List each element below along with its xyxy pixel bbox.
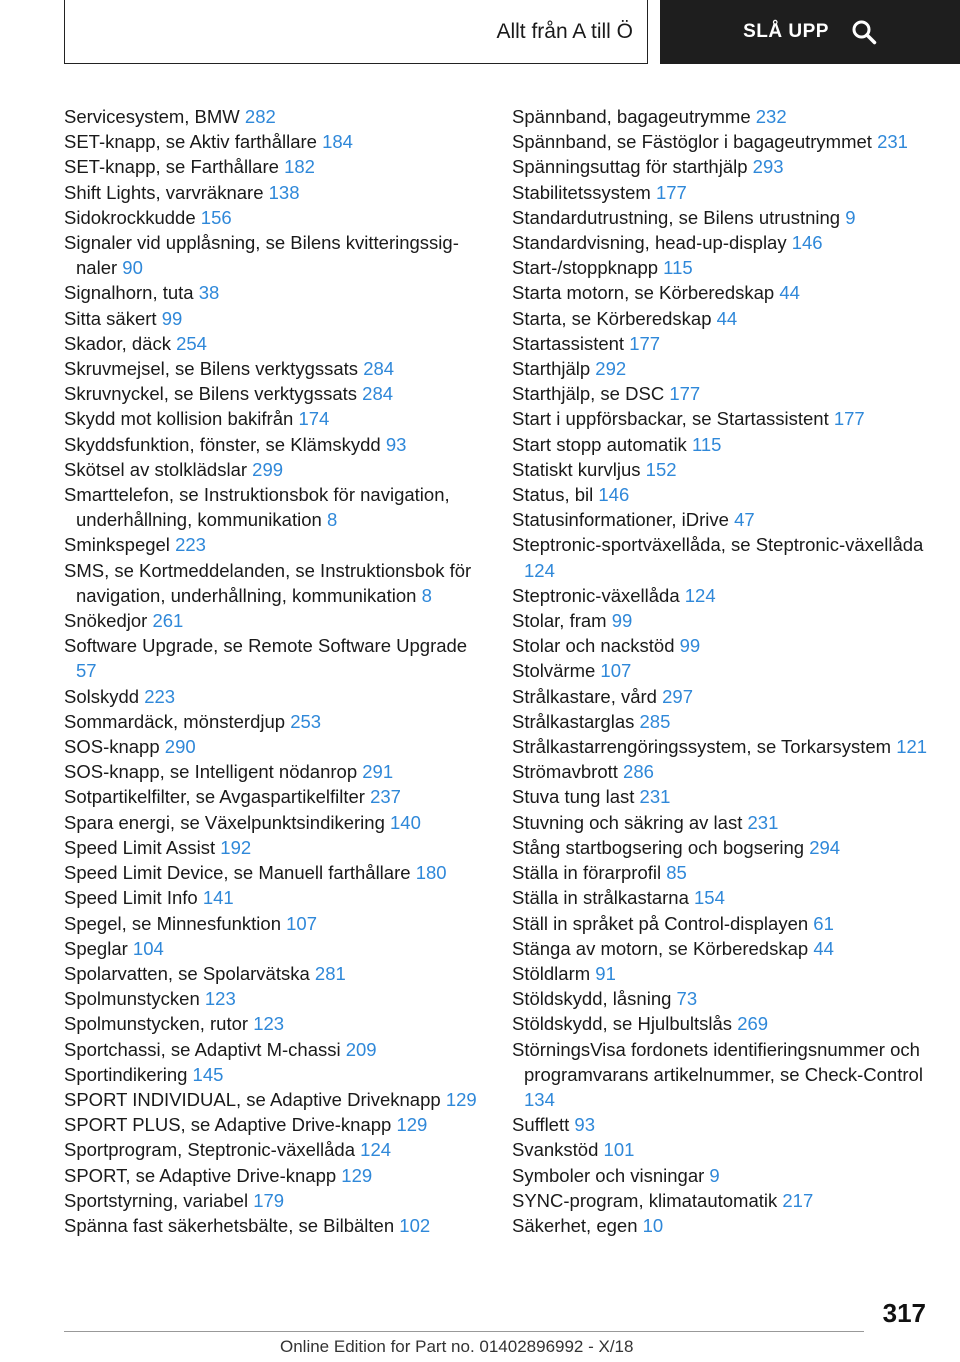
search-icon [851, 19, 877, 45]
index-entry-text: Smarttelefon, se Instruktionsbok för navigation, underhållning, kommunikation [64, 484, 450, 531]
page-reference-link[interactable]: 10 [642, 1214, 664, 1236]
page-reference-link[interactable]: 177 [629, 332, 661, 354]
index-entry [512, 860, 952, 885]
page-reference-link[interactable]: 269 [737, 1013, 769, 1035]
page-reference-link[interactable]: 141 [202, 887, 234, 909]
index-entry-text: Spänna fast säkerhetsbälte, se Bilbälten [64, 1214, 395, 1236]
page-reference-link[interactable]: 297 [662, 685, 693, 707]
index-entry [512, 936, 952, 961]
page-reference-link[interactable]: 284 [363, 358, 395, 380]
index-entry-text: SET-knapp, se Farthållare [64, 156, 279, 178]
page-reference-link[interactable]: 91 [595, 962, 616, 984]
page-reference-link[interactable]: 231 [877, 131, 908, 153]
index-entry-text: Sotpartikelfilter, se Avgaspartikelfilter [64, 786, 365, 808]
index-entry [64, 280, 484, 305]
index-entry [512, 885, 952, 910]
index-entry-text: Skruvmejsel, se Bilens verktygssats [64, 358, 359, 380]
index-entry-text: SOS-knapp [64, 736, 160, 758]
index-entry [64, 1188, 484, 1213]
page-reference-link[interactable]: 129 [445, 1088, 477, 1110]
index-entry-text: SMS, se Kortmeddelanden, se Instruktionsbok för navigation, underhållning, kommunikation [64, 559, 472, 606]
page-number: 317 [882, 1298, 926, 1328]
index-entry [64, 205, 484, 230]
index-entry-text: Standardvisning, head-up-display [512, 232, 787, 254]
index-entry [512, 482, 952, 507]
index-entry [512, 230, 952, 255]
index-entry [512, 406, 952, 431]
index-entry-text: Starta, se Körberedskap [512, 307, 712, 329]
index-entry [64, 709, 484, 734]
page-reference-link[interactable]: 90 [122, 257, 143, 279]
page-reference-link[interactable]: 73 [676, 988, 698, 1010]
page-reference-link[interactable]: 145 [192, 1063, 224, 1085]
index-entry [512, 331, 952, 356]
page-reference-link[interactable]: 177 [833, 408, 865, 430]
page-reference-link[interactable]: 134 [524, 1088, 555, 1110]
index-entry-text: Solskydd [64, 685, 140, 707]
index-entry-text: Statusinformationer, iDrive [512, 509, 729, 531]
index-entry-text: Ställa in strålkastarna [512, 887, 689, 909]
index-entry [64, 1213, 484, 1238]
page-reference-link[interactable]: 57 [76, 660, 97, 682]
index-entry [512, 104, 952, 129]
index-entry-text: Shift Lights, varvräknare [64, 181, 264, 203]
index-entry-text: Sportstyrning, variabel [64, 1189, 249, 1211]
page-reference-link[interactable]: 231 [747, 811, 779, 833]
index-entry-text: Stång startbogsering och bogsering [512, 836, 805, 858]
search-button[interactable] [660, 0, 960, 64]
index-entry [512, 306, 952, 331]
index-entry [512, 1163, 952, 1188]
page-section-title: Allt från A till Ö [496, 19, 633, 43]
index-entry [512, 356, 952, 381]
index-entry [512, 835, 952, 860]
page-reference-link[interactable]: 93 [385, 433, 407, 455]
index-entry [512, 633, 952, 658]
index-entry [512, 457, 952, 482]
index-entry [512, 381, 952, 406]
page-reference-link[interactable]: 299 [252, 458, 284, 480]
index-entry-text: Skruvnyckel, se Bilens verktygssats [64, 383, 358, 405]
index-entry-text: SPORT, se Adaptive Drive-knapp [64, 1164, 337, 1186]
index-entry-text: Stöldskydd, se Hjulbultslås [512, 1013, 733, 1035]
index-entry-text: Stabilitetssystem [512, 181, 651, 203]
index-entry [512, 658, 952, 683]
index-entry-text: Stänga av motorn, se Körberedskap [512, 937, 809, 959]
index-entry [64, 759, 484, 784]
index-entry [64, 154, 484, 179]
page-reference-link[interactable]: 107 [600, 660, 632, 682]
page-reference-link[interactable]: 8 [326, 509, 338, 531]
index-entry-text: Statiskt kurvljus [512, 458, 641, 480]
page-reference-link[interactable]: 182 [284, 156, 315, 178]
page-reference-link[interactable]: 44 [716, 307, 738, 329]
index-entry-text: Standardutrustning, se Bilens utrustning [512, 206, 841, 228]
page-reference-link[interactable]: 253 [290, 710, 322, 732]
index-entry [512, 608, 952, 633]
page-reference-link[interactable]: 294 [809, 836, 841, 858]
index-entry-text: Skötsel av stolklädslar [64, 458, 248, 480]
page-reference-link[interactable]: 115 [691, 433, 722, 455]
index-entry [64, 129, 484, 154]
search-label: SLÅ UPP [743, 21, 829, 42]
index-entry [64, 734, 484, 759]
footer-edition-text: Online Edition for Part no. 01402896992 - X/18 [280, 1337, 634, 1356]
index-entry-text: Servicesystem, BMW [64, 106, 240, 127]
index-entry [64, 381, 484, 406]
index-entry [64, 230, 484, 280]
index-entry [64, 457, 484, 482]
index-entry-text: Steptronic-växellåda [512, 584, 680, 606]
page-reference-link[interactable]: 8 [421, 584, 432, 606]
page-reference-link[interactable]: 93 [574, 1114, 595, 1136]
index-entry [512, 1112, 952, 1137]
index-entry [512, 507, 952, 532]
index-entry [512, 1137, 952, 1162]
index-entry-text: Strålkastarrengöringssystem, se Torkarsystem [512, 736, 892, 758]
page-reference-link[interactable]: 293 [752, 156, 784, 178]
index-entry-text: Spänningsuttag för starthjälp [512, 156, 748, 178]
index-entry-text: Stolar och nackstöd [512, 635, 675, 657]
index-entry [64, 1011, 484, 1036]
index-entry-text: Start-/stoppknapp [512, 257, 659, 279]
page-reference-link[interactable]: 146 [791, 232, 823, 254]
page-reference-link[interactable]: 174 [298, 408, 330, 430]
index-entry-text: Spolmunstycken [64, 988, 200, 1010]
page-reference-link[interactable]: 184 [322, 131, 353, 153]
index-entry-text: Startassistent [512, 332, 625, 354]
page-reference-link[interactable]: 291 [362, 761, 394, 783]
index-entry-text: Ställ in språket på Control-displayen [512, 912, 809, 934]
page-reference-link[interactable]: 180 [415, 862, 447, 884]
page-reference-link[interactable]: 223 [144, 685, 176, 707]
index-entry-text: Speed Limit Device, se Manuell farthållare [64, 862, 411, 884]
index-entry-text: Skyddsfunktion, fönster, se Klämskydd [64, 433, 381, 455]
page-reference-link[interactable]: 223 [175, 534, 206, 556]
index-entry [64, 1137, 484, 1162]
index-entry [64, 356, 484, 381]
index-entry [64, 835, 484, 860]
index-entry-text: Signaler vid upplåsning, se Bilens kvitteringssignaler [64, 232, 459, 279]
index-entry-text: Start i uppförsbackar, se Startassistent [512, 408, 829, 430]
index-entry [512, 205, 952, 230]
index-entry-text: Spännband, se Fästöglor i bagageutrymmet [512, 131, 872, 153]
page-reference-link[interactable]: 129 [396, 1114, 428, 1136]
page-reference-link[interactable]: 44 [813, 937, 834, 959]
index-entry-text: Ställa in förarprofil [512, 862, 662, 884]
page-reference-link[interactable]: 61 [813, 912, 834, 934]
page-reference-link[interactable]: 284 [362, 383, 394, 405]
page-reference-link[interactable]: 154 [694, 887, 725, 909]
index-entry-text: Stuva tung last [512, 786, 635, 808]
index-entry [512, 810, 952, 835]
index-entry [64, 961, 484, 986]
index-entry-text: Spara energi, se Växelpunktsindikering [64, 811, 385, 833]
page-reference-link[interactable]: 121 [896, 736, 928, 758]
page-reference-link[interactable]: 146 [598, 484, 630, 506]
index-entry [64, 1163, 484, 1188]
index-entry [512, 280, 952, 305]
page-reference-link[interactable]: 101 [603, 1139, 635, 1161]
index-entry [64, 306, 484, 331]
index-entry [512, 709, 952, 734]
page-reference-link[interactable]: 9 [845, 206, 856, 228]
page-reference-link[interactable]: 47 [734, 509, 755, 531]
index-entry [64, 684, 484, 709]
page-reference-link[interactable]: 124 [524, 559, 555, 581]
page-reference-link[interactable]: 123 [253, 1013, 285, 1035]
index-entry [64, 810, 484, 835]
index-entry [512, 1011, 952, 1036]
index-entry-text: Spolmunstycken, rutor [64, 1013, 249, 1035]
index-entry-text: Spegel, se Minnesfunktion [64, 912, 281, 934]
index-entry [512, 986, 952, 1011]
page-reference-link[interactable]: 152 [645, 458, 677, 480]
index-entry [64, 885, 484, 910]
index-entry-text: Sportprogram, Steptronic-växellåda [64, 1139, 356, 1161]
page-reference-link[interactable]: 192 [220, 836, 252, 858]
index-entry [64, 1062, 484, 1087]
index-entry [64, 1112, 484, 1137]
index-entry [64, 331, 484, 356]
index-entry-text: Symboler och visningar [512, 1164, 705, 1186]
page-reference-link[interactable]: 177 [655, 181, 687, 203]
index-entry [512, 255, 952, 280]
page-reference-link[interactable]: 179 [253, 1189, 285, 1211]
index-entry-text: Stuvning och säkring av last [512, 811, 743, 833]
page-reference-link[interactable]: 99 [161, 307, 183, 329]
index-entry-text: Stolvärme [512, 660, 596, 682]
index-entry-text: Status, bil [512, 484, 594, 506]
index-entry-text: Speed Limit Assist [64, 836, 216, 858]
index-entry [64, 608, 484, 633]
index-entry [512, 759, 952, 784]
index-entry-text: Steptronic-sportväxellåda, se Steptronic-växellåda [512, 534, 924, 556]
page-reference-link[interactable]: 237 [370, 786, 401, 808]
index-entry-text: SPORT PLUS, se Adaptive Drive-knapp [64, 1114, 392, 1136]
page-reference-link[interactable]: 290 [164, 736, 196, 758]
page-reference-link[interactable]: 261 [152, 610, 184, 632]
index-entry [512, 583, 952, 608]
index-entry-text: Spolarvatten, se Spolarvätska [64, 962, 310, 984]
index-entry [64, 104, 484, 129]
index-entry-text: Svankstöd [512, 1139, 599, 1161]
page-reference-link[interactable]: 124 [360, 1139, 392, 1161]
page-reference-link[interactable]: 140 [390, 811, 421, 833]
index-column-right [512, 104, 952, 1238]
page-reference-link[interactable]: 99 [611, 610, 633, 632]
page-reference-link[interactable]: 9 [709, 1164, 720, 1186]
page-reference-link[interactable]: 232 [755, 106, 787, 127]
index-entry [512, 1213, 952, 1238]
page-reference-link[interactable]: 138 [268, 181, 300, 203]
page-reference-link[interactable]: 107 [286, 912, 318, 934]
index-entry [64, 936, 484, 961]
page-reference-link[interactable]: 102 [399, 1214, 431, 1236]
index-entry [512, 1037, 952, 1113]
index-entry [512, 532, 952, 582]
index-entry-text: Strålkastare, vård [512, 685, 657, 707]
page-reference-link[interactable]: 123 [204, 988, 236, 1010]
page-reference-link[interactable]: 177 [669, 383, 701, 405]
index-entry [64, 1037, 484, 1062]
page-reference-link[interactable]: 104 [132, 937, 164, 959]
index-entry-text: Sufflett [512, 1114, 570, 1136]
index-entry [64, 784, 484, 809]
index-entry-text: Säkerhet, egen [512, 1214, 638, 1236]
index-entry-text: Snökedjor [64, 610, 148, 632]
page-reference-link[interactable]: 231 [639, 786, 671, 808]
index-entry [64, 911, 484, 936]
index-entry-text: Sitta säkert [64, 307, 157, 329]
index-entry-text: Software Upgrade, se Remote Software Upgrade [64, 635, 468, 657]
index-entry-text: Sminkspegel [64, 534, 170, 556]
page-reference-link[interactable]: 44 [779, 282, 800, 304]
index-entry-text: Stolar, fram [512, 610, 607, 632]
page-reference-link[interactable]: 38 [198, 282, 220, 304]
index-entry [64, 406, 484, 431]
page-reference-link[interactable]: 85 [666, 862, 687, 884]
index-entry [64, 860, 484, 885]
index-entry-text: Sommardäck, mönsterdjup [64, 710, 286, 732]
index-entry-text: Stöldlarm [512, 962, 591, 984]
page-reference-link[interactable]: 282 [244, 106, 276, 127]
index-entry-text: SPORT INDIVIDUAL, se Adaptive Driveknapp [64, 1088, 441, 1110]
index-entry-text: Stöldskydd, låsning [512, 988, 672, 1010]
page-reference-link[interactable]: 217 [782, 1189, 814, 1211]
index-entry-text: StörningsVisa fordonets identifieringsnummer och programvarans artikelnummer, se Check-Control [512, 1038, 923, 1085]
page-reference-link[interactable]: 99 [679, 635, 701, 657]
index-entry-text: Signalhorn, tuta [64, 282, 194, 304]
index-entry [512, 154, 952, 179]
index-entry [512, 734, 952, 759]
index-entry [64, 482, 484, 532]
index-entry-text: Strömavbrott [512, 761, 618, 783]
index-entry-text: SET-knapp, se Aktiv farthållare [64, 131, 317, 153]
index-entry [64, 180, 484, 205]
index-entry [64, 558, 484, 608]
index-entry [512, 432, 952, 457]
index-entry [64, 532, 484, 557]
index-entry-text: Starthjälp, se DSC [512, 383, 665, 405]
index-entry-text: Strålkastarglas [512, 710, 635, 732]
index-entry [64, 432, 484, 457]
index-entry [512, 180, 952, 205]
index-entry-text: Start stopp automatik [512, 433, 687, 455]
header-title-box [64, 0, 648, 64]
page-reference-link[interactable]: 129 [341, 1164, 373, 1186]
index-entry-text: Sportchassi, se Adaptivt M-chassi [64, 1038, 341, 1060]
index-entry [64, 1087, 484, 1112]
page-reference-link[interactable]: 124 [684, 584, 716, 606]
index-entry-text: Starta motorn, se Körberedskap [512, 282, 775, 304]
page-reference-link[interactable]: 285 [639, 710, 671, 732]
page-reference-link[interactable]: 115 [663, 257, 693, 279]
index-entry [512, 911, 952, 936]
index-entry-text: Sportindikering [64, 1063, 188, 1085]
footer-divider [64, 1331, 864, 1332]
index-entry-text: SOS-knapp, se Intelligent nödanrop [64, 761, 358, 783]
index-entry [512, 784, 952, 809]
page-reference-link[interactable]: 209 [345, 1038, 377, 1060]
index-entry-text: Speed Limit Info [64, 887, 198, 909]
index-entry [512, 1188, 952, 1213]
page-reference-link[interactable]: 254 [176, 332, 207, 354]
index-entry [512, 684, 952, 709]
index-entry-text: Skydd mot kollision bakifrån [64, 408, 294, 430]
index-entry-text: Starthjälp [512, 358, 591, 380]
index-entry [512, 129, 952, 154]
page-reference-link[interactable]: 156 [200, 206, 232, 228]
index-entry-text: Spännband, bagageutrymme [512, 106, 751, 127]
index-entry-text: Sidokrockkudde [64, 206, 196, 228]
page-reference-link[interactable]: 286 [623, 761, 654, 783]
index-entry [512, 961, 952, 986]
index-entry-text: Skador, däck [64, 332, 171, 354]
page-reference-link[interactable]: 292 [595, 358, 627, 380]
index-entry-text: SYNC-program, klimatautomatik [512, 1189, 778, 1211]
index-entry [64, 633, 484, 683]
index-column-left [64, 104, 484, 1238]
index-entry [64, 986, 484, 1011]
index-entry-text: Speglar [64, 937, 128, 959]
page-reference-link[interactable]: 281 [314, 962, 346, 984]
